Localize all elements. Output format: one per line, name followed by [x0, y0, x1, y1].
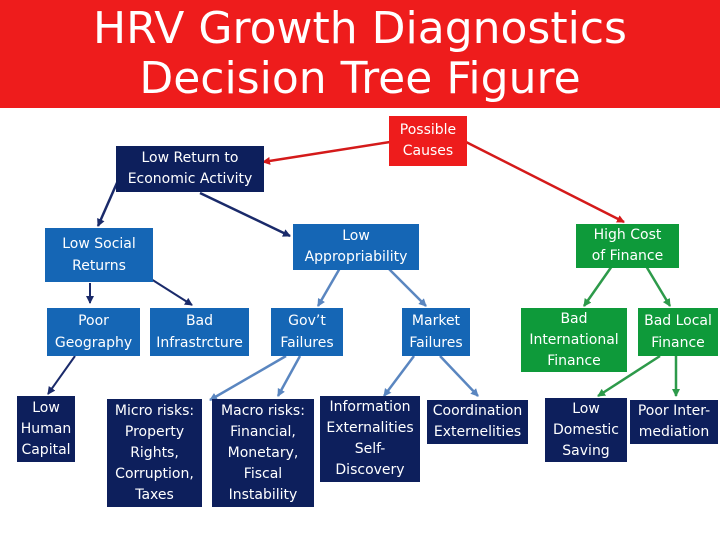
arrow-market-to-coordination — [440, 356, 478, 396]
node-poor-geography: Poor Geography — [47, 308, 140, 356]
arrow-poor-geography-to-human-capital — [48, 356, 75, 394]
title-line-2: Decision Tree Figure — [139, 53, 581, 104]
node-low-return: Low Return to Economic Activity — [116, 146, 264, 192]
node-low-domestic-saving: Low Domestic Saving — [545, 398, 627, 462]
node-possible-causes: Possible Causes — [389, 116, 467, 166]
node-low-appropriability: Low Appropriability — [293, 224, 419, 270]
node-bad-international-finance: Bad International Finance — [521, 308, 627, 372]
arrow-finance-to-bad-local — [646, 266, 670, 306]
arrow-appropriability-to-govt-failures — [318, 268, 340, 306]
title-line-1: HRV Growth Diagnostics — [93, 3, 627, 54]
arrow-root-to-high-cost-finance — [466, 142, 624, 222]
arrow-root-to-low-return — [263, 142, 390, 162]
node-high-cost-finance: High Cost of Finance — [576, 224, 679, 268]
node-macro-risks: Macro risks: Financial, Monetary, Fiscal Instability — [212, 399, 314, 507]
arrow-low-return-to-low-appropriability — [200, 193, 290, 236]
node-govt-failures: Gov’t Failures — [271, 308, 343, 356]
arrow-finance-to-bad-international — [584, 266, 612, 306]
arrow-appropriability-to-market-failures — [388, 268, 426, 306]
arrow-market-to-information — [384, 356, 414, 396]
node-market-failures: Market Failures — [402, 308, 470, 356]
node-micro-risks: Micro risks: Property Rights, Corruption, Taxes — [107, 399, 202, 507]
node-information-externalities: Information Externalities Self- Discovery — [320, 396, 420, 482]
node-bad-local-finance: Bad Local Finance — [638, 308, 718, 356]
arrow-govt-to-macro — [278, 356, 300, 396]
node-bad-infrastructure: Bad Infrastrcture — [150, 308, 249, 356]
arrow-govt-to-micro — [210, 356, 286, 400]
node-low-social-returns: Low Social Returns — [45, 228, 153, 282]
node-low-human-capital: Low Human Capital — [17, 396, 75, 462]
node-coordination-externalities: Coordination Externelities — [427, 400, 528, 444]
node-poor-intermediation: Poor Inter- mediation — [630, 400, 718, 444]
